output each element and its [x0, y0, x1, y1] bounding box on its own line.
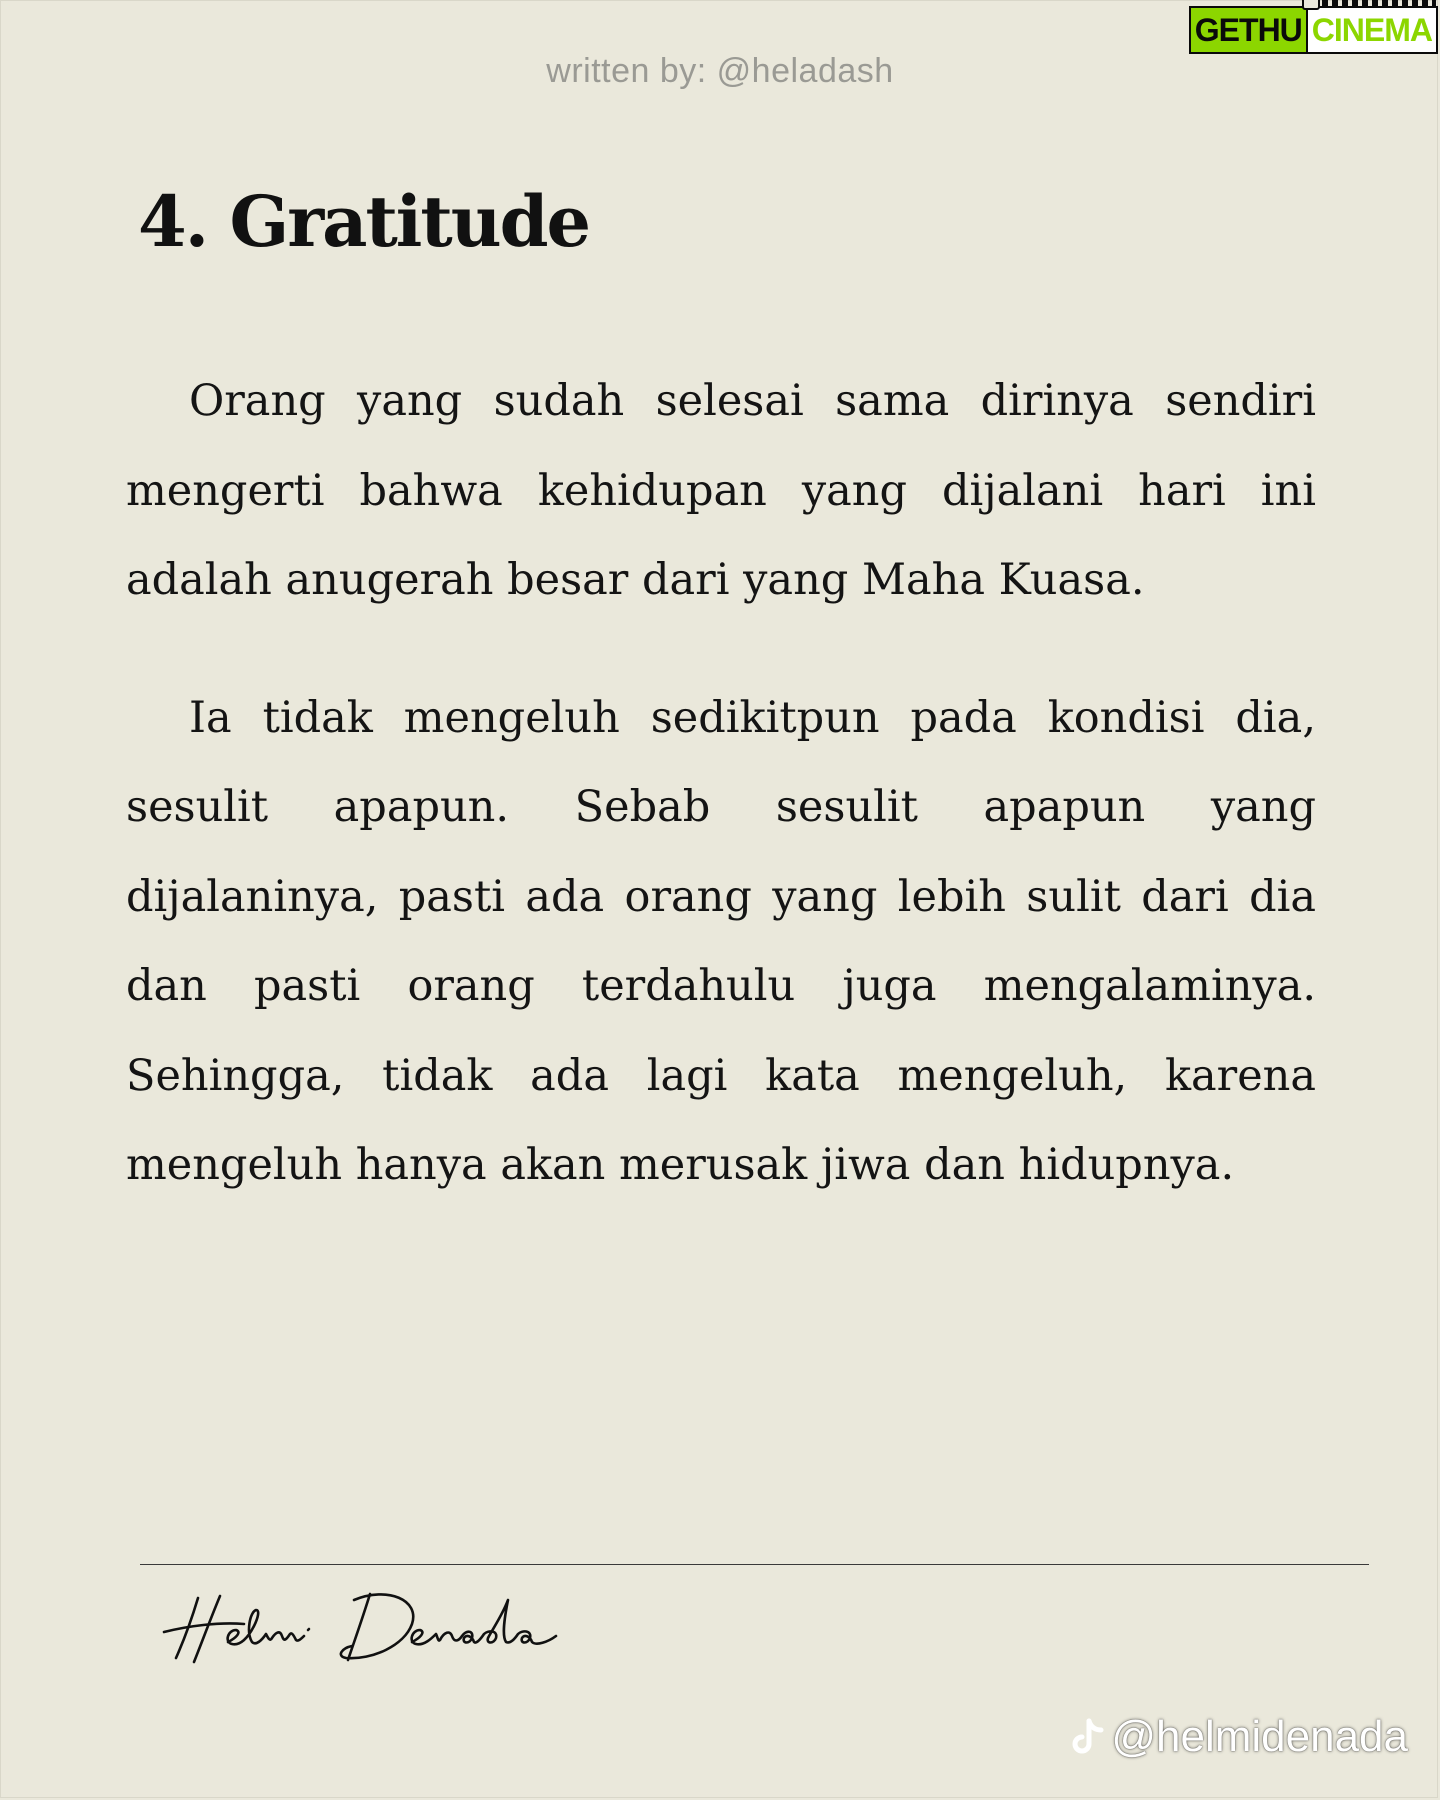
signature-text: Helmi Denada [158, 1580, 166, 1581]
divider [140, 1564, 1369, 1565]
byline: written by: @heladash [546, 52, 894, 90]
logo-text-secondary-label: CINEMA [1311, 12, 1432, 48]
camera-icon [1302, 0, 1320, 10]
tiktok-handle: @helmidenada [1111, 1712, 1408, 1761]
tiktok-icon [1069, 1717, 1105, 1757]
logo-text-secondary [1306, 6, 1438, 54]
gethu-cinema-logo [1189, 8, 1438, 52]
paragraph-1: Orang yang sudah selesai sama dirinya sendiri mengerti bahwa kehidupan yang dijalani hari ini adalah anugerah besar dari yang Maha Kuasa. [126, 376, 1316, 605]
page-title: 4. Gratitude [138, 180, 590, 263]
paragraph-2: Ia tidak mengeluh sedikitpun pada kondisi dia, sesulit apapun. Sebab sesulit apapun yang dijalaninya, pasti ada orang yang lebih sulit dari dia dan pasti orang terdahulu juga mengalaminya. Sehingga, tidak ada lagi kata mengeluh, karena mengeluh hanya akan merusak jiwa dan hidupnya. [126, 692, 1316, 1190]
film-strip-icon [1322, 0, 1436, 8]
body-text [126, 357, 1316, 1211]
signature [158, 1580, 578, 1670]
tiktok-watermark [1069, 1712, 1408, 1762]
logo-text-primary: GETHU [1189, 6, 1306, 54]
